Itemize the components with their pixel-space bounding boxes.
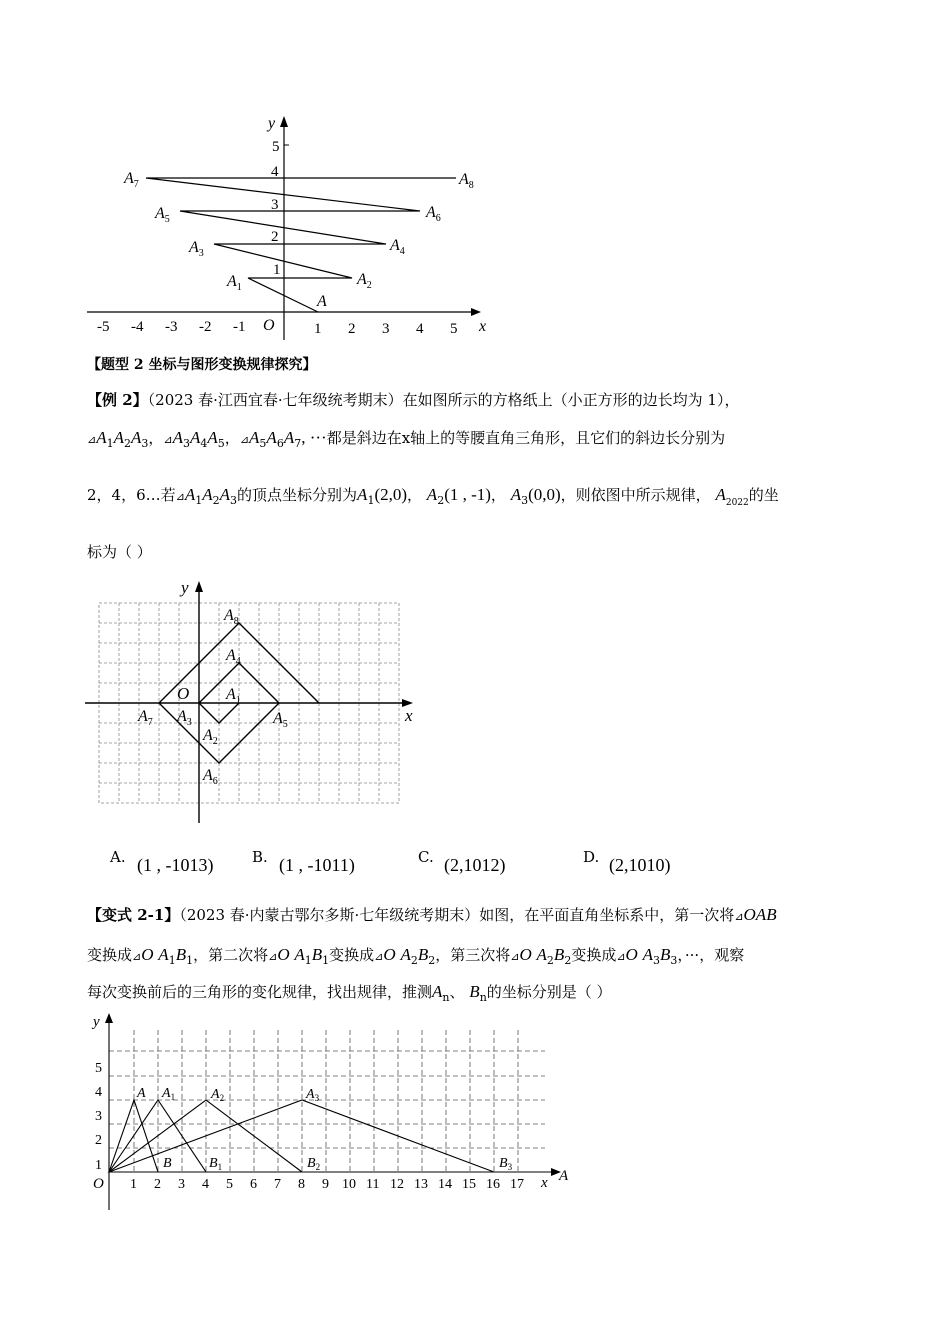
svg-text:17: 17 [510,1177,524,1192]
svg-text:1: 1 [130,1177,137,1192]
x-tick-labels [130,1177,524,1192]
figure-zigzag [85,110,505,345]
svg-text:13: 13 [414,1177,428,1192]
svg-text:A: A [317,293,327,310]
figure-squares-grid [85,575,425,830]
y-axis-label: y [181,578,189,597]
svg-text:-5: -5 [97,319,110,335]
svg-text:1: 1 [314,321,322,337]
option-b-value[interactable]: (1 , -1011) [279,855,355,875]
svg-text:A6: $A_6$ [203,767,218,787]
option-d-value[interactable]: (2,1010) [609,855,671,875]
svg-text:A1: $A_1$ [162,1086,176,1102]
x-tick-labels [97,319,458,337]
svg-text:-2: -2 [199,319,212,335]
option-a-value[interactable]: (1 , -1013) [137,855,214,875]
y-tick-labels [95,1061,102,1173]
svg-text:A1: $A_1$ [226,686,241,706]
svg-text:A8: $A_8$ [224,607,239,627]
svg-text:11: 11 [366,1177,380,1192]
svg-text:A5: $A_5$ [273,710,288,730]
example2-line4: 标为（ ） [87,543,152,561]
y-tick-labels [271,139,281,278]
svg-text:14: 14 [438,1177,452,1192]
svg-text:6: 6 [250,1177,257,1192]
x-axis-label: x [405,706,413,725]
option-a-label: A. [110,848,126,866]
svg-text:A2: $A_2$ [211,1087,225,1103]
svg-text:2: 2 [154,1177,161,1192]
svg-text:10: 10 [342,1177,356,1192]
option-d-label: D. [583,848,600,866]
svg-text:5: 5 [272,139,280,155]
svg-text:A: A [137,1086,146,1101]
point-labels [123,170,474,310]
svg-text:12: 12 [390,1177,404,1192]
option-c-value[interactable]: (2,1012) [444,855,506,875]
svg-text:2: 2 [348,321,356,337]
svg-text:7: 7 [274,1177,281,1192]
svg-text:A: A [559,1168,569,1184]
svg-text:A5: $A_5$ [155,205,170,225]
svg-text:-1: -1 [233,319,246,335]
y-axis-label: y [268,115,276,132]
svg-text:A1: $A_1$ [227,273,242,293]
point-labels [136,1086,513,1172]
example2-line2: $⊿A_1A_2A_3$，$⊿A_3A_4A_5$，$⊿A_5A_6A_7$, ···都是斜边在x轴上的等腰直角三角形，且它们的斜边长分别为 [87,428,726,450]
svg-text:5: 5 [95,1061,102,1076]
svg-text:A4: $A_4$ [226,647,241,667]
origin-label: O [177,684,190,703]
svg-text:A3: $A_3$ [189,239,204,259]
variant-line1: 【变式 2-1】（2023 春·内蒙古鄂尔多斯·七年级统考期末）如图，在平面直角坐标系中，第一次将⊿OAB [87,905,777,924]
svg-text:A7: $A_7$ [124,170,139,190]
origin-label: O [263,317,275,334]
svg-text:A6: $A_6$ [426,204,441,224]
svg-text:2: 2 [271,229,279,245]
point-labels [137,607,288,787]
svg-text:1: 1 [273,262,281,278]
svg-text:8: 8 [298,1177,305,1192]
svg-text:A2: $A_2$ [203,727,218,747]
svg-text:16: 16 [486,1177,500,1192]
section-title: 【题型 2 坐标与图形变换规律探究】 [87,357,317,373]
variant-line2: 变换成⊿O $A_1B_1$，第二次将⊿O $A_1B_1$变换成⊿O $A_2B_2$，第三次将⊿O $A_2B_2$变换成⊿O $A_3B_3$，···，观察 [87,945,745,967]
svg-text:5: 5 [450,321,458,337]
option-b-label: B. [252,848,268,866]
svg-text:3: 3 [95,1109,102,1124]
x-axis-label: x [479,318,487,335]
svg-text:B2: $B_2$ [307,1156,321,1172]
svg-text:5: 5 [226,1177,233,1192]
svg-text:3: 3 [271,197,279,213]
y-axis-label: y [93,1014,100,1030]
example2-line1: 【例 2】（2023 春·江西宜春·七年级统考期末）在如图所示的方格纸上（小正方形的边长均为 1）， [87,391,740,409]
svg-text:3: 3 [178,1177,185,1192]
svg-text:B1: $B_1$ [209,1156,223,1172]
svg-text:A7: $A_7$ [138,708,153,728]
origin-label: O [93,1176,104,1192]
svg-text:1: 1 [95,1158,102,1173]
svg-text:A3: $A_3$ [177,708,192,728]
svg-text:4: 4 [416,321,424,337]
svg-text:9: 9 [322,1177,329,1192]
svg-text:2: 2 [95,1133,102,1148]
svg-text:A8: $A_8$ [459,171,474,191]
svg-text:B: B [163,1156,172,1171]
example2-line3: 2，4，6…若$⊿A_1A_2A_3$的顶点坐标分别为$A_1(2,0)$， $A_2(1$ , -1)， $A_3(0,0)$，则依图中所示规律， $A_{2022}$的坐 [87,485,779,508]
x-axis-label: x [541,1175,548,1191]
svg-text:4: 4 [271,164,279,180]
svg-text:-3: -3 [165,319,178,335]
svg-text:A2: $A_2$ [357,271,372,291]
svg-text:4: 4 [95,1085,102,1100]
figure-triangle-transform [85,1010,580,1215]
svg-text:-4: -4 [131,319,144,335]
svg-text:A4: $A_4$ [390,237,405,257]
variant-line3: 每次变换前后的三角形的变化规律，找出规律，推测$A_n$、 $B_n$的坐标分别是（ ） [87,982,612,1004]
svg-text:B3: $B_3$ [499,1156,513,1172]
svg-text:4: 4 [202,1177,209,1192]
svg-text:3: 3 [382,321,390,337]
option-c-label: C. [418,848,434,866]
svg-text:15: 15 [462,1177,476,1192]
svg-text:A3: $A_3$ [306,1087,320,1103]
